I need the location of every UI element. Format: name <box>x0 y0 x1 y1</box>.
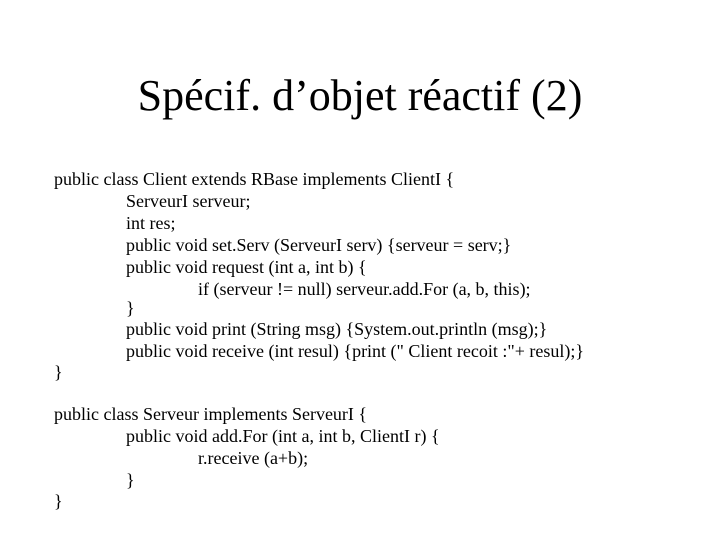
client-class-close: } <box>54 362 63 382</box>
client-request-body: if (serveur != null) serveur.add.For (a, b, this); <box>198 279 531 299</box>
client-field-serveur: ServeurI serveur; <box>126 191 251 211</box>
client-method-request: public void request (int a, int b) { <box>126 257 367 277</box>
serveur-addfor-body: r.receive (a+b); <box>198 448 309 468</box>
client-request-close: } <box>126 298 135 318</box>
client-field-res: int res; <box>126 213 176 233</box>
serveur-class-close: } <box>54 491 63 511</box>
client-class-header: public class Client extends RBase implements ClientI { <box>54 169 455 189</box>
serveur-addfor-close: } <box>126 470 135 490</box>
slide-title: Spécif. d’objet réactif (2) <box>137 71 583 120</box>
serveur-class-header: public class Serveur implements ServeurI { <box>54 404 368 424</box>
client-method-print: public void print (String msg) {System.out.println (msg);} <box>126 319 548 339</box>
serveur-method-addfor: public void add.For (int a, int b, ClientI r) { <box>126 426 440 446</box>
client-method-receive: public void receive (int resul) {print (" Client recoit :"+ resul);} <box>126 341 584 361</box>
client-method-setserv: public void set.Serv (ServeurI serv) {serveur = serv;} <box>126 235 512 255</box>
